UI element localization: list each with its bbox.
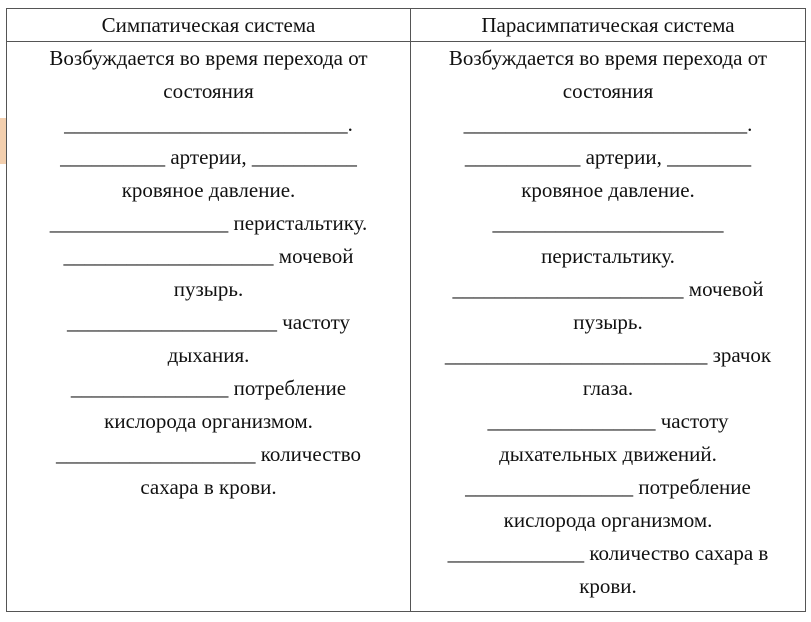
para-line: ______________________ мочевой <box>452 277 764 301</box>
para-line: перистальтику. <box>541 244 675 268</box>
header-row <box>7 9 806 42</box>
sym-line: дыхания. <box>167 343 250 367</box>
parasympathetic-cell <box>411 42 806 612</box>
sym-line: ____________________ частоту <box>67 310 350 334</box>
para-line: ________________ потребление <box>465 475 751 499</box>
para-blank-line: ___________________________. <box>463 112 753 136</box>
para-line: Возбуждается во время перехода от <box>448 46 768 70</box>
sym-line: __________ артерии, __________ <box>60 145 357 169</box>
header-sympathetic: Симпатическая система <box>7 9 411 42</box>
para-line: ________________ частоту <box>487 409 729 433</box>
sym-line: состояния <box>163 79 254 103</box>
sym-line: ___________________ количество <box>55 442 361 466</box>
para-line: кровяное давление. <box>521 178 695 202</box>
para-blank-line: ______________________ <box>492 211 724 235</box>
sympathetic-cell <box>7 42 411 612</box>
sym-line: сахара в крови. <box>140 475 277 499</box>
sym-line: кислорода организмом. <box>104 409 313 433</box>
para-line: ___________ артерии, ________ <box>464 145 752 169</box>
sym-line: _______________ потребление <box>70 376 347 400</box>
para-line: кислорода организмом. <box>503 508 713 532</box>
sym-line: пузырь. <box>173 277 244 301</box>
sym-line: ____________________ мочевой <box>63 244 354 268</box>
comparison-table <box>6 8 806 612</box>
header-parasympathetic: Парасимпатическая система <box>411 9 806 42</box>
para-line: дыхательных движений. <box>499 442 717 466</box>
para-line: крови. <box>579 574 637 598</box>
sym-line: кровяное давление. <box>121 178 296 202</box>
para-line: пузырь. <box>573 310 643 334</box>
para-line: _________________________ зрачок <box>444 343 772 367</box>
sym-line: _________________ перистальтику. <box>49 211 368 235</box>
para-line: _____________ количество сахара в <box>447 541 769 565</box>
sym-blank-line: ___________________________. <box>64 112 353 136</box>
para-line: состояния <box>562 79 654 103</box>
content-row <box>7 42 806 612</box>
para-line: глаза. <box>582 376 634 400</box>
sym-line: Возбуждается во время перехода от <box>49 46 368 70</box>
